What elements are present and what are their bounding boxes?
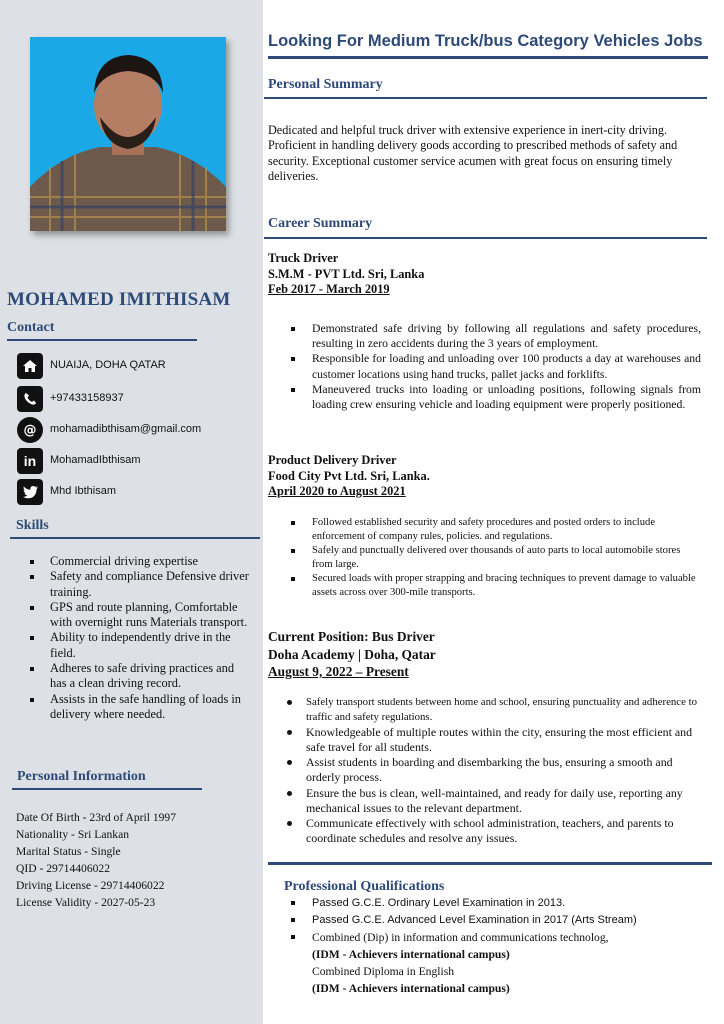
job-bus-driver [268,628,436,681]
job-dates: August 9, 2022 – Present [268,664,409,679]
list-item: Passed G.C.E. Ordinary Level Examination in 2013. [291,895,711,912]
title-divider [268,56,708,59]
candidate-name: MOHAMED IMITHISAM [7,289,231,310]
job-company: Food City Pvt Ltd. Sri, Lanka. [268,468,430,483]
list-item: Responsible for loading and unloading over 100 products a day at warehouses and customer locations using hand trucks, pallet jacks and forklifts. [291,351,701,381]
job-truck-driver [268,251,424,298]
license-validity-row: License Validity - 2027-05-23 [16,896,156,909]
job-product-delivery [268,453,430,500]
list-item: Safety and compliance Defensive driver training. [30,569,252,600]
personal-info-divider [12,788,202,790]
linkedin-text[interactable]: MohamadIbthisam [50,454,141,466]
job-role: Truck Driver [268,251,339,265]
home-icon [17,353,43,379]
qualification-campus: (IDM - Achievers international campus) [312,948,510,962]
list-item: Safely and punctually delivered over thousands of auto parts to local automobile stores from large. [291,544,701,572]
contact-email [17,417,257,443]
qualifications-title: Professional Qualifications [284,879,445,894]
list-item: Ability to independently drive in the field. [30,630,252,661]
job-role: Product Delivery Driver [268,453,397,467]
list-item: Followed established security and safety procedures and posted orders to include enforcement of company rules, policies. and regulations. [291,516,701,544]
list-item: Assist students in boarding and disembarking the bus, ensuring a smooth and orderly process. [285,755,705,785]
contact-address [17,353,257,379]
job1-bullets [291,321,701,412]
list-item: Maneuvered trucks into loading or unloading positions, following signals from loading crew ensuring vehicle and loading equipment were properly positioned. [291,382,701,412]
nationality-row: Nationality - Sri Lankan [16,828,130,841]
job-dates: April 2020 to August 2021 [268,484,406,498]
list-item: Communicate effectively with school administration, teachers, and parents to coordinate schedules and resolve any issues. [285,816,705,846]
person-silhouette-icon [30,37,226,231]
personal-summary-title: Personal Summary [268,77,383,92]
qualification-diploma: Combined Diploma in English [312,965,455,979]
job-role: Current Position: Bus Driver [268,629,435,644]
contact-phone [17,386,257,412]
twitter-icon [17,479,43,505]
list-item: Knowledgeable of multiple routes within the city, ensuring the most efficient and safe travel for all students. [285,725,705,755]
list-item: Assists in the safe handling of loads in delivery where needed. [30,692,252,723]
job3-bullets [285,695,705,846]
linkedin-icon: in [17,448,43,474]
list-item: Secured loads with proper strapping and bracing techniques to prevent damage to valuable assets across over 300-mile transports. [291,572,701,600]
qid-row: QID - 29714406022 [16,862,111,875]
email-text[interactable]: mohamadibthisam@gmail.com [50,423,202,435]
address-text: NUAIJA, DOHA QATAR [50,359,166,371]
driving-license-row: Driving License - 29714406022 [16,879,165,892]
personal-info-title: Personal Information [17,769,146,784]
list-item: Commercial driving expertise [30,554,252,569]
list-item: Passed G.C.E. Advanced Level Examination in 2017 (Arts Stream) [291,912,711,929]
list-item: Demonstrated safe driving by following all regulations and safety procedures, resulting in zero accidents during the 3 years of employment. [291,321,701,351]
contact-title: Contact [7,320,55,335]
phone-text[interactable]: +97433158937 [50,392,124,404]
contact-linkedin [17,448,257,474]
job-dates: Feb 2017 - March 2019 [268,282,390,296]
profile-photo [30,37,226,231]
marital-status-row: Marital Status - Single [16,845,121,858]
qualifications-list [291,895,711,998]
page-title: Looking For Medium Truck/bus Category Vehicles Jobs [268,32,703,50]
list-item: GPS and route planning, Comfortable with overnight runs Materials transport. [30,600,252,631]
contact-twitter [17,479,257,505]
job-company: Doha Academy | Doha, Qatar [268,646,436,662]
twitter-text[interactable]: Mhd Ibthisam [50,485,117,497]
career-summary-title: Career Summary [268,216,373,231]
summary-divider [264,97,707,99]
phone-icon [17,386,43,412]
email-icon: @ [17,417,43,443]
job-company: S.M.M - PVT Ltd. Sri, Lanka [268,266,425,281]
skills-list [30,554,252,722]
list-item: Safely transport students between home and school, ensuring punctuality and adherence to traffic and safety regulations. [285,695,705,725]
dob-row: Date Of Birth - 23rd of April 1997 [16,811,177,824]
skills-divider [10,537,260,539]
contact-divider [7,339,197,341]
qualifications-divider [268,862,712,865]
summary-text: Dedicated and helpful truck driver with extensive experience in inert-city driving. Proficient in handling delivery goods according to prescribed methods of safety and security. Exceptional customer service acumen with great focus on ensuring timely deliveries. [268,123,678,184]
job2-bullets [291,516,701,599]
list-item: Combined (Dip) in information and communications technolog, [291,929,711,946]
qualification-campus: (IDM - Achievers international campus) [312,982,510,996]
skills-title: Skills [16,518,49,533]
career-divider [264,237,707,239]
list-item: Ensure the bus is clean, well-maintained, and ready for daily use, reporting any mechanical issues to the relevant department. [285,786,705,816]
list-item: Adheres to safe driving practices and has a clean driving record. [30,661,252,692]
